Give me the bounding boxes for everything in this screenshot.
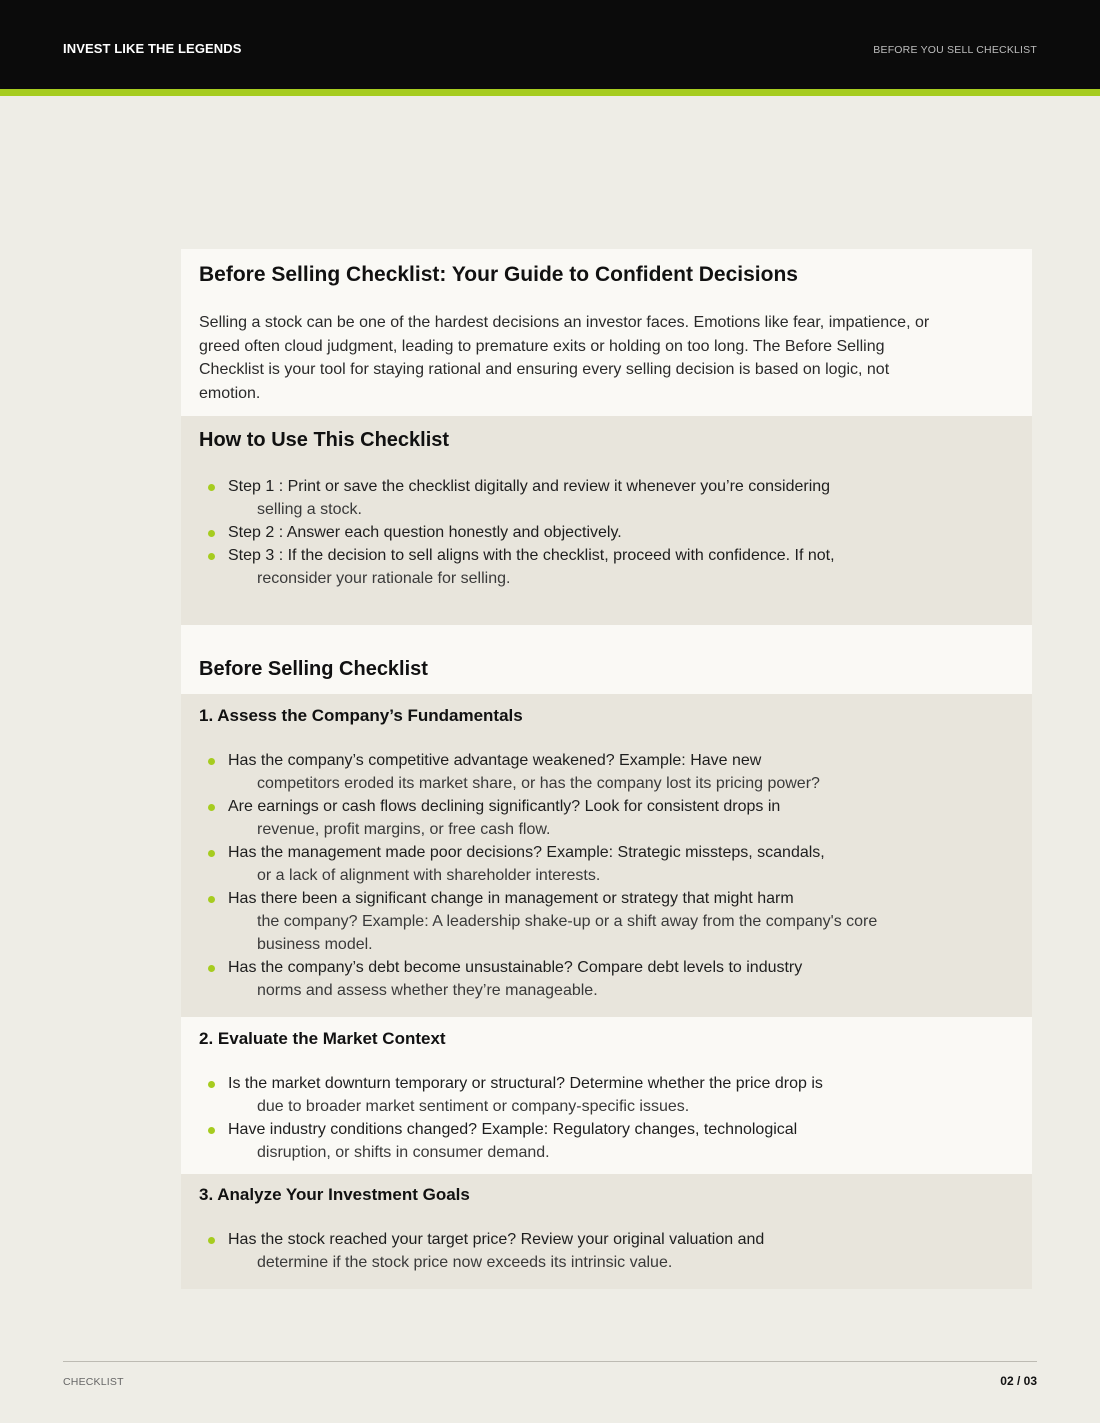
step-text-continued: reconsider your rationale for selling. [257,570,511,587]
bullet-icon [208,1127,215,1134]
step-text: Step 2 : Answer each question honestly and objectively. [228,524,622,541]
question-text-continued: the company? Example: A leadership shake-up or a shift away from the company's core business model. [257,913,878,953]
bullet-icon [208,804,215,811]
step-text-continued: selling a stock. [257,501,362,518]
how-to-steps [199,475,1014,590]
bullet-icon [208,965,215,972]
list-item [199,841,1014,887]
bullet-icon [208,896,215,903]
list-item [199,475,1014,521]
question-text: Has there been a significant change in management or strategy that might harm [228,890,794,907]
question-text: Has the company’s debt become unsustainable? Compare debt levels to industry [228,959,803,976]
section-items [199,749,1014,1002]
footer-divider [63,1361,1037,1362]
section-title: 1. Assess the Company’s Fundamentals [199,706,523,725]
step-text: Step 1 : Print or save the checklist digitally and review it whenever you’re considering [228,478,831,495]
question-text-continued: competitors eroded its market share, or has the company lost its pricing power? [257,775,820,792]
question-text-continued: or a lack of alignment with shareholder interests. [257,867,601,884]
step-text: Step 3 : If the decision to sell aligns with the checklist, proceed with confidence. If not, [228,547,835,564]
question-text: Are earnings or cash flows declining significantly? Look for consistent drops in [228,798,781,815]
brand-title: INVEST LIKE THE LEGENDS [63,41,242,56]
question-text-continued: revenue, profit margins, or free cash flow. [257,821,551,838]
list-item [199,795,1014,841]
page-number: 02 / 03 [1000,1374,1037,1388]
list-item [199,1072,1014,1118]
checklist-heading-section [181,625,1032,694]
section-items [199,1228,1014,1274]
how-to-title: How to Use This Checklist [199,429,450,451]
question-text-continued: determine if the stock price now exceeds its intrinsic value. [257,1254,673,1271]
question-text: Has the management made poor decisions? Example: Strategic missteps, scandals, [228,844,825,861]
list-item [199,1118,1014,1164]
question-text: Has the company’s competitive advantage weakened? Example: Have new [228,752,762,769]
bullet-icon [208,1237,215,1244]
list-item [199,887,1014,956]
how-to-section [181,416,1032,625]
bullet-icon [208,1081,215,1088]
bullet-icon [208,484,215,491]
question-text-continued: disruption, or shifts in consumer demand. [257,1144,550,1161]
question-text-continued: norms and assess whether they’re manageable. [257,982,598,999]
list-item [199,1228,1014,1274]
intro-section [181,249,1032,416]
checklist-section-market-context [181,1017,1032,1174]
bullet-icon [208,530,215,537]
bullet-icon [208,850,215,857]
question-text-continued: due to broader market sentiment or company-specific issues. [257,1098,690,1115]
intro-title: Before Selling Checklist: Your Guide to Confident Decisions [199,263,798,286]
section-title: 3. Analyze Your Investment Goals [199,1185,470,1204]
list-item [199,544,1014,590]
list-item [199,521,1014,544]
question-text: Have industry conditions changed? Example: Regulatory changes, technological [228,1121,798,1138]
checklist-title: Before Selling Checklist [199,658,428,680]
page-header [0,0,1100,89]
document-label: BEFORE YOU SELL CHECKLIST [873,44,1037,56]
checklist-section-fundamentals [181,694,1032,1017]
intro-paragraph: Selling a stock can be one of the hardest decisions an investor faces. Emotions like fear, impatience, or greed often cloud judgment, leading to premature exits or holding on too long. The Before Selling Checklist is your tool for staying rational and ensuring every selling decision is based on logic, not emotion. [199,314,930,402]
question-text: Is the market downturn temporary or structural? Determine whether the price drop is [228,1075,823,1092]
checklist-section-investment-goals [181,1174,1032,1289]
bullet-icon [208,553,215,560]
question-text: Has the stock reached your target price? Review your original valuation and [228,1231,765,1248]
list-item [199,749,1014,795]
section-items [199,1072,1014,1164]
section-title: 2. Evaluate the Market Context [199,1029,446,1048]
footer-label: CHECKLIST [63,1376,124,1388]
accent-divider [0,89,1100,96]
bullet-icon [208,758,215,765]
list-item [199,956,1014,1002]
